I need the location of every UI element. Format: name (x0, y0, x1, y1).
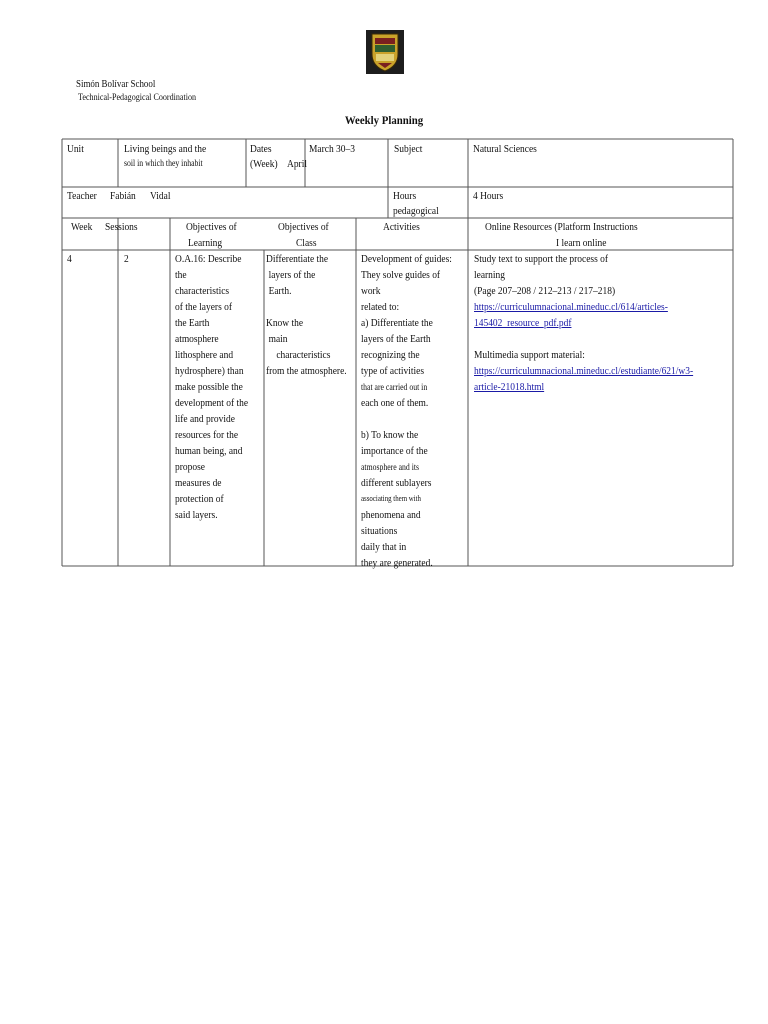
school-name: Simón Bolívar School (76, 79, 156, 90)
obj-learning-line: hydrosphere) than (175, 365, 244, 377)
resources-spacer (474, 331, 693, 347)
resource-link-2-line1[interactable]: https://curriculumnacional.mineduc.cl/estudiante/621/w3- (474, 365, 694, 377)
activities-line: different sublayers (361, 477, 432, 489)
obj-learning-line: of the layers of (175, 301, 233, 313)
hours-label-line2: pedagogical (393, 205, 439, 217)
activities-line: atmosphere and its (361, 462, 420, 472)
activities-line: work (361, 285, 381, 297)
activities-line: layers of the Earth (361, 333, 431, 345)
activities-line: importance of the (361, 445, 428, 457)
col-obj-class-header-1: Objectives of (278, 221, 329, 233)
obj-class-line: Differentiate the (266, 253, 329, 265)
dates-value-line2: April (287, 158, 307, 170)
activities-line: associating them with (361, 494, 421, 503)
activities-line: They solve guides of (361, 269, 441, 281)
obj-class-spacer (266, 299, 347, 315)
activities-line: related to: (361, 301, 400, 313)
activities-text (361, 251, 452, 571)
unit-value-line1: Living beings and the (124, 143, 207, 155)
obj-learning-line: human being, and (175, 445, 243, 457)
unit-label: Unit (67, 143, 84, 155)
activities-line: recognizing the (361, 349, 420, 361)
activities-line: that are carried out in (361, 382, 428, 392)
resources-text (474, 251, 693, 395)
col-activities-header: Activities (383, 221, 420, 233)
obj-learning-line: the Earth (175, 317, 210, 329)
unit-value-line2: soil in which they inhabit (124, 158, 203, 168)
col-week-header: Week (71, 221, 93, 233)
pages-reference: (Page 207–208 / 212–213 / 217–218) (474, 285, 616, 297)
activities-line: each one of them. (361, 397, 429, 409)
col-obj-learning-header-1: Objectives of (186, 221, 237, 233)
coordination-name: Technical-Pedagogical Coordination (78, 93, 197, 103)
obj-learning-line: propose (175, 461, 205, 473)
obj-learning-line: measures de (175, 477, 222, 489)
multimedia-label: Multimedia support material: (474, 349, 585, 361)
dates-label-line2: (Week) (250, 158, 278, 170)
obj-learning-line: characteristics (175, 285, 230, 297)
teacher-first-name: Fabián (110, 190, 136, 202)
obj-learning-line: O.A.16: Describe (175, 253, 242, 265)
hours-label-line1: Hours (393, 190, 417, 202)
activities-line: type of activities (361, 365, 425, 377)
col-online-header-1: Online Resources (Platform Instructions (485, 221, 638, 233)
subject-value: Natural Sciences (473, 143, 537, 155)
obj-class-line: main (268, 333, 288, 345)
week-value: 4 (67, 253, 72, 265)
obj-learning-text (175, 251, 248, 523)
dates-value-line1: March 30–3 (309, 143, 355, 155)
obj-learning-line: the (175, 269, 187, 281)
resource-link-1-line2[interactable]: 145402_resource_pdf.pdf (474, 317, 572, 329)
obj-class-line: Earth. (268, 285, 292, 297)
obj-learning-line: development of the (175, 397, 249, 409)
dates-label-line1: Dates (250, 143, 272, 155)
sessions-value: 2 (124, 253, 129, 265)
subject-label: Subject (394, 143, 423, 155)
hours-value: 4 Hours (473, 190, 504, 202)
obj-learning-line: said layers. (175, 509, 218, 521)
obj-class-line: layers of the (268, 269, 316, 281)
obj-class-line: Know the (266, 317, 304, 329)
teacher-last-name: Vidal (150, 190, 171, 202)
activities-line (361, 411, 452, 427)
resource-link-2-line2[interactable]: article-21018.html (474, 381, 545, 393)
obj-class-text (266, 251, 347, 379)
activities-line: b) To know the (361, 429, 419, 441)
obj-class-line: characteristics (276, 349, 331, 361)
col-obj-class-header-2: Class (296, 237, 317, 249)
obj-learning-line: life and provide (175, 413, 235, 425)
activities-line: phenomena and (361, 509, 421, 521)
study-text-line1: Study text to support the process of (474, 253, 609, 265)
obj-learning-line: lithosphere and (175, 349, 234, 361)
obj-learning-line: make possible the (175, 381, 243, 393)
obj-learning-line: resources for the (175, 429, 239, 441)
activities-line: situations (361, 525, 398, 537)
obj-learning-line: protection of (175, 493, 224, 505)
study-text-line2: learning (474, 269, 506, 281)
activities-line: a) Differentiate the (361, 317, 433, 329)
obj-class-line: from the atmosphere. (266, 365, 347, 377)
teacher-label: Teacher (67, 190, 97, 202)
activities-line: Development of guides: (361, 253, 452, 265)
activities-line: daily that in (361, 541, 407, 553)
document-title: Weekly Planning (344, 113, 424, 127)
col-sessions-header: Sessions (105, 221, 138, 233)
col-obj-learning-header-2: Learning (188, 237, 223, 249)
obj-learning-line: atmosphere (175, 333, 219, 345)
resource-link-1-line1[interactable]: https://curriculumnacional.mineduc.cl/614/articles- (474, 301, 668, 313)
col-online-header-2: I learn online (556, 237, 607, 249)
activities-line: they are generated. (361, 557, 433, 569)
